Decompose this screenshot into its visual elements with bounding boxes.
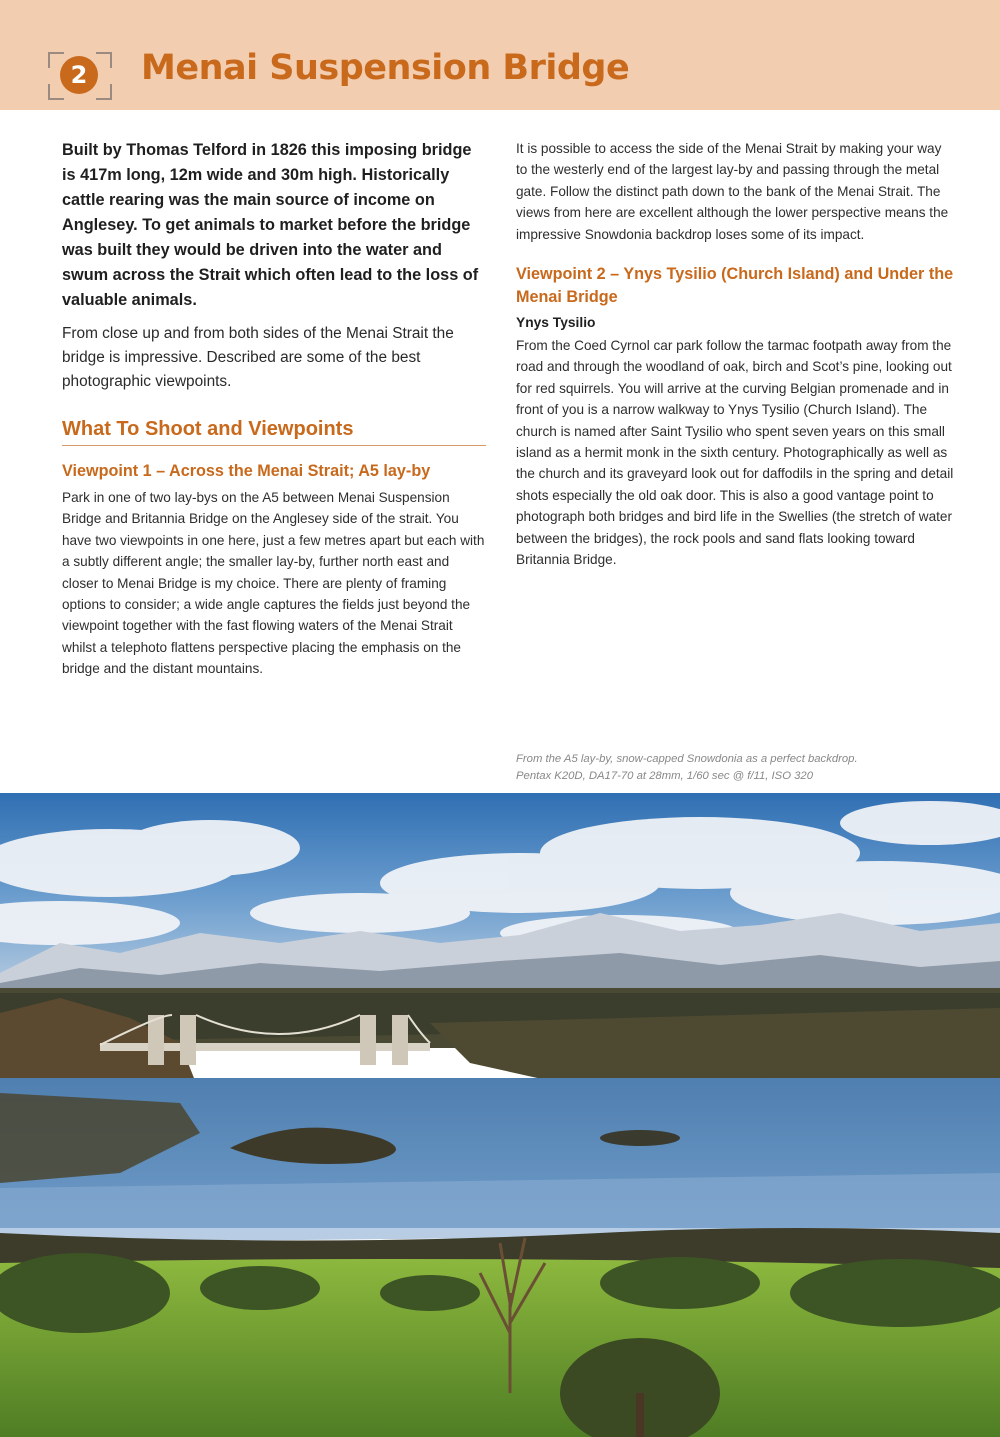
landscape-photo [0, 793, 1000, 1437]
page-title: Menai Suspension Bridge [141, 48, 630, 88]
bracket-decoration [96, 52, 112, 68]
bracket-decoration [48, 84, 64, 100]
caption-description: From the A5 lay-by, snow-capped Snowdonia as a perfect backdrop. [516, 753, 858, 765]
location-number-badge: 2 [60, 56, 98, 94]
viewpoints-intro-paragraph: From close up and from both sides of the Menai Strait the bridge is impressive. Described are some of the best photographic viewpoints. [62, 325, 454, 390]
section-heading: What To Shoot and Viewpoints [62, 418, 486, 446]
intro-paragraph: Built by Thomas Telford in 1826 this imposing bridge is 417m long, 12m wide and 30m high. Historically cattle rearing was the main source of income on Anglesey. To get animals to market before the bridge was built they would be driven into the water and swum across the Strait which often lead to the loss of valuable animals. [62, 141, 479, 309]
photo-caption [516, 751, 956, 785]
viewpoint-2-heading: Viewpoint 2 – Ynys Tysilio (Church Island) and Under the Menai Bridge [516, 265, 954, 307]
right-column [516, 138, 956, 571]
ynys-tysilio-text: From the Coed Cyrnol car park follow the tarmac footpath away from the road and through the woodland of oak, birch and Scot’s pine, looking out for red squirrels. You will arrive at the curving Belgian promenade and in front of you is a narrow walkway to Ynys Tysilio (Church Island). The church is named after Saint Tysilio who spent seven years on this small island as a hermit monk in the sixth century. Photographically as well as the church and its graveyard look out for daffodils in the spring and detail shots especially the old oak door. This is also a good vantage point to photograph both bridges and bird life in the Swellies (the stretch of water between the bridges), the rock pools and sand flats looking toward Britannia Bridge. [516, 338, 954, 568]
ynys-tysilio-heading: Ynys Tysilio [516, 315, 596, 331]
page-header [0, 0, 1000, 110]
left-column [62, 138, 486, 680]
viewpoint-1-heading: Viewpoint 1 – Across the Menai Strait; A5 lay-by [62, 462, 431, 480]
caption-camera-settings: Pentax K20D, DA17-70 at 28mm, 1/60 sec @ f/11, ISO 320 [516, 770, 813, 782]
viewpoint-1-text: Park in one of two lay-bys on the A5 between Menai Suspension Bridge and Britannia Bridge on the Anglesey side of the strait. You have two viewpoints in one here, just a few metres apart but each with a subtly different angle; the smaller lay-by, further north east and closer to Menai Bridge is my choice. There are plenty of framing options to consider; a wide angle captures the fields just beyond the viewpoint together with the fast flowing waters of the Menai Strait whilst a telephoto flattens perspective placing the emphasis on the bridge and the distant mountains. [62, 490, 485, 677]
access-paragraph: It is possible to access the side of the Menai Strait by making your way to the westerly end of the largest lay-by and passing through the metal gate. Follow the distinct path down to the bank of the Menai Strait. The views from here are excellent although the lower perspective means the impressive Snowdonia backdrop loses some of its impact. [516, 141, 949, 242]
bracket-decoration [96, 84, 112, 100]
